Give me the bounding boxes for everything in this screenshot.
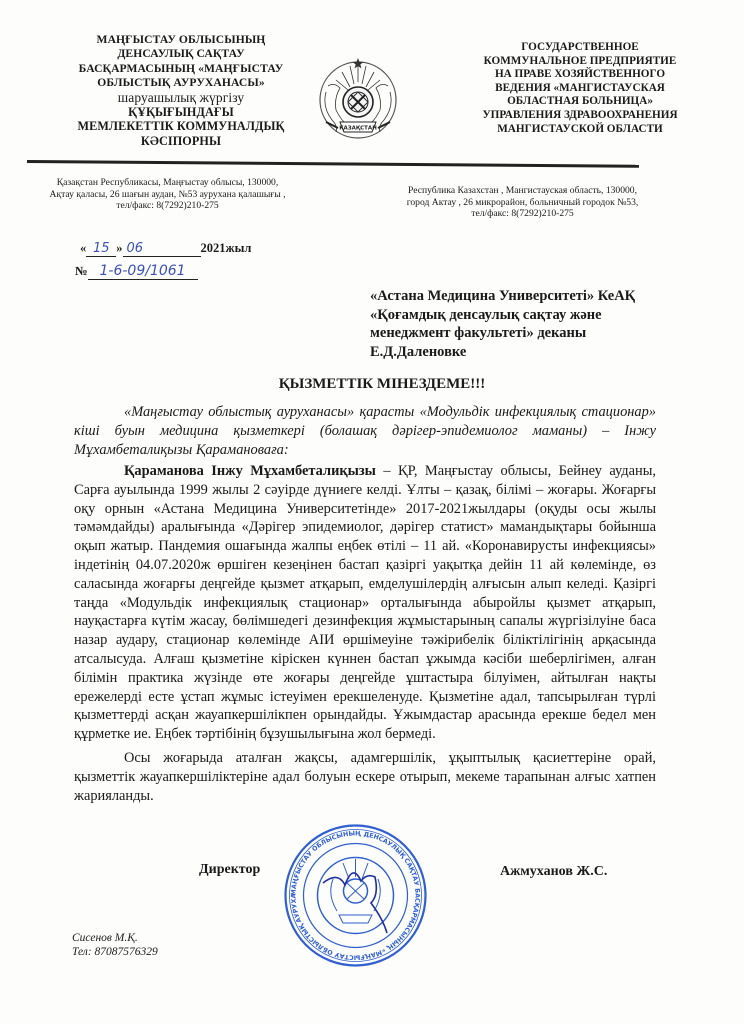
kz-address <box>40 177 295 212</box>
ru-address-line: Республика Казахстан , Мангистауская область, 130000, <box>407 185 638 196</box>
number-value: 1-6-09/1061 <box>88 263 198 280</box>
kz-org-line: ДЕНСАУЛЫҚ САҚТАУ <box>117 47 245 61</box>
document-number <box>75 263 198 280</box>
ru-org-line: МАНГИСТАУСКОЙ ОБЛАСТИ <box>497 122 663 135</box>
kz-address-line: Қазақстан Республикасы, Маңғыстау облысы, 130000, <box>56 177 279 188</box>
ru-address-line: город Актау , 26 микрорайон, больничный городок №53, <box>406 196 639 208</box>
date-day: 15 <box>86 241 116 257</box>
letterhead-ru-org <box>455 41 705 136</box>
kz-org-line: шаруашылық жүргізу <box>117 90 245 106</box>
addressee-line: «Астана Медицина Университеті» КеАҚ <box>370 288 636 304</box>
ru-org-line: ОБЛАСТНАЯ БОЛЬНИЦА» <box>507 95 653 108</box>
ru-org-line: НА ПРАВЕ ХОЗЯЙСТВЕННОГО <box>494 68 666 81</box>
kz-org-line: БАСҚАРМАСЫНЫҢ «МАҢҒЫСТАУ <box>78 61 284 75</box>
kz-org-line: МАҢҒЫСТАУ ОБЛЫСЫНЫҢ <box>96 33 266 46</box>
date-year: 2021жыл <box>200 241 252 255</box>
kz-org-line: ҚҰҚЫҒЫНДАҒЫ <box>128 105 234 120</box>
coat-of-arms-emblem <box>312 52 404 144</box>
addressee-line: Е.Д.Даленовке <box>370 343 467 360</box>
addressee-line: менеджмент факультеті» деканы <box>370 325 587 341</box>
executor-name: Сисенов М.Қ. <box>72 932 138 944</box>
date-close-quote: » <box>116 241 123 255</box>
ru-address <box>400 185 645 220</box>
date-open-quote: « <box>80 241 87 255</box>
body-text-1: – ҚР, Маңғыстау облысы, Бейнеу ауданы, Сарға ауылында 1999 жылы 2 сәуірде дүниеге келді. Ұлты – қазақ, білімі – жоғары. Жоғарғы оқу орнын «Астана Медицина Университетінде» 2017-2021жылдары (оқуды осы жылы тәмәмдайды) аралығында «Дәрігер эпидемиолог, дәрігер статист» мамандықтары бойынша оқып жатыр. Пандемия ошағында жалпы еңбек өтілі – 11 ай. «Коронавирусты инфекциясы» індетінің 04.07.2020ж өршіген кезеңінен бастап қазіргі уақытқа дейін 11 ай көлемінде, өз саласында жоғарғы деңгейде қызмет атқарып, емделушілердің алғысын алып келеді. Қазіргі таңда «Модульдік инфекциялық стационар» орталығында абыройлы қызмет атқарып, науқастарға күтім жасау, бөлімшедегі дезинфекция жұмыстарының сапалы жүргізілуіне баса назар аудару, стационар көлемінде АІИ өршімеуіне тәжірибелік біліктілігінің арқасында атсалысуда. Алғаш қызметіне кіріскен күннен бастап ұжымда кәсіби шеберлігімен, алған білімін практика жүзінде өте жоғары деңгейде ұштастыра білуімен, айтылған нақты ережелерді есте ұстап жұмыс істеуімен ерекшеленуде. Қызметіне адал, тапсырылған түрлі қызметтерді асқан жауапкершілікпен орындайды. Ұжымдастар арасында ерекше бедел мен құрметке ие. Еңбек тәртібінің бұзушылығына жол бермеді. <box>74 463 656 743</box>
emblem-label: ҚАЗАҚСТАН <box>339 125 377 132</box>
employee-name: Қараманова Інжу Мұхамбеталиқызы <box>124 463 376 479</box>
body-paragraph-1 <box>74 462 656 744</box>
date-month: 06 <box>123 241 201 257</box>
body-paragraph-2 <box>74 749 656 805</box>
signatory-name: Ажмуханов Ж.С. <box>500 864 608 879</box>
ru-org-line: ВЕДЕНИЯ «МАНГИСТАУСКАЯ <box>495 81 665 94</box>
kz-address-line: тел/факс: 8(7292)210-275 <box>116 200 219 212</box>
document-title: ҚЫЗМЕТТІК МІНЕЗДЕМЕ!!! <box>278 376 486 392</box>
addressee-block <box>370 287 635 361</box>
ru-org-line: УПРАВЛЕНИЯ ЗДРАВООХРАНЕНИЯ <box>482 108 678 121</box>
letterhead-divider <box>27 160 639 168</box>
stamp-ring-text: МАҢҒЫСТАУ ОБЛЫСЫНЫҢ ДЕНСАУЛЫҚ САҚТАУ БАСҚАРМАСЫНЫҢ «МАҢҒЫСТАУ ОБЛЫСТЫҚ АУРУХА <box>290 830 421 961</box>
body-text-2: Осы жоғарыда аталған жақсы, адамгершілік, ұқыптылық қасиеттеріне орай, қызметтік жауапкершіліктеріне адал болуын ескере отырып, мекеме тарапынан алғыс хатпен жарияланды. <box>74 750 656 804</box>
addressee-line: «Қоғамдық денсаулық сақтау және <box>370 306 602 323</box>
kz-address-line: Ақтау қаласы, 26 шағын аудан, №53 аурухана қалашығы , <box>49 188 286 200</box>
executor-info <box>72 931 158 959</box>
document-date <box>80 241 251 257</box>
executor-phone: Тел: 87087576329 <box>72 946 158 958</box>
kz-org-line: МЕМЛЕКЕТТІК КОММУНАЛДЫҚ <box>77 119 285 134</box>
official-stamp-seal <box>283 823 428 968</box>
intro-text: «Маңғыстау облыстық ауруханасы» қарасты «Модульдік инфекциялық стационар» кіші буын медицина қызметкері (болашақ дәрігер-эпидемиолог маманы) – Інжу Мұхамбеталиқызы Қарамановаға: <box>74 404 656 458</box>
kz-org-line: КӘСІПОРНЫ <box>140 133 222 148</box>
kz-org-line: ОБЛЫСТЫҚ АУРУХАНАСЫ» <box>97 75 265 89</box>
intro-paragraph <box>74 403 656 459</box>
ru-org-line: КОММУНАЛЬНОЕ ПРЕДПРИЯТИЕ <box>483 54 677 67</box>
letterhead-kz-org <box>62 33 300 148</box>
ru-org-line: ГОСУДАРСТВЕННОЕ <box>521 41 639 53</box>
ru-address-line: тел/факс: 8(7292)210-275 <box>471 208 574 220</box>
number-label: № <box>75 264 88 278</box>
signatory-position: Директор <box>199 862 261 877</box>
